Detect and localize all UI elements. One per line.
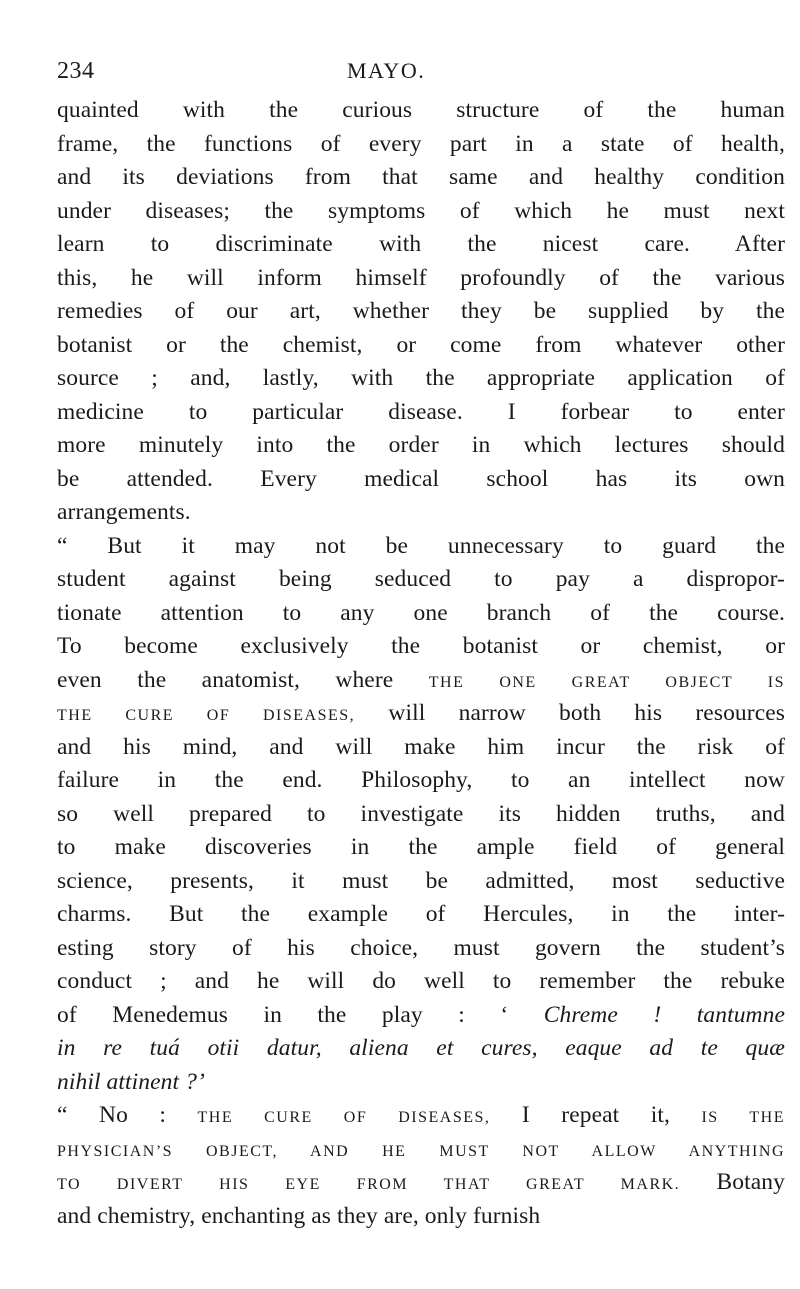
- text-line: [57, 530, 785, 564]
- text-line: [57, 965, 785, 999]
- line-text: conduct ; and he will do well to remember the rebuke: [57, 968, 785, 994]
- line-text: quainted with the curious structure of the human: [57, 97, 785, 123]
- text-line: [57, 1166, 785, 1200]
- text-line: [57, 563, 785, 597]
- text-line: [57, 597, 785, 631]
- line-text: source ; and, lastly, with the appropriate application of: [57, 365, 785, 391]
- small-caps-text: IS THE: [701, 1109, 785, 1126]
- line-text: will narrow both his resources: [355, 700, 785, 726]
- text-line: [57, 262, 785, 296]
- text-line: [57, 396, 785, 430]
- line-text: more minutely into the order in which lectures should: [57, 432, 785, 458]
- text-line: [57, 630, 785, 664]
- text-line: [57, 429, 785, 463]
- text-line: [57, 764, 785, 798]
- line-text: even the anatomist, where: [57, 666, 429, 693]
- text-line: [57, 697, 785, 731]
- text-line: [57, 329, 785, 363]
- small-caps-text: THE CURE OF DISEASES,: [57, 707, 356, 724]
- text-line: [57, 463, 785, 497]
- line-text: arrangements.: [57, 499, 191, 525]
- line-text: Botany: [680, 1169, 785, 1195]
- text-line: [57, 295, 785, 329]
- line-text: student against being seduced to pay a dispropor-: [57, 566, 785, 592]
- line-text: be attended. Every medical school has its own: [57, 465, 785, 492]
- line-text: “ But it may not be unnecessary to guard the: [57, 532, 785, 559]
- text-line: [57, 195, 785, 229]
- text-line: [57, 865, 785, 899]
- line-text: learn to discriminate with the nicest care. After: [57, 231, 785, 257]
- running-title: MAYO.: [347, 58, 426, 83]
- italic-text: nihil attinent ?’: [57, 1068, 205, 1095]
- small-caps-text: TO DIVERT HIS EYE FROM THAT GREAT MARK.: [57, 1176, 681, 1193]
- text-line: [57, 1200, 785, 1234]
- line-text: science, presents, it must be admitted, most seductive: [57, 867, 785, 894]
- text-line: [57, 731, 785, 765]
- italic-text: in re tuá otii datur, aliena et cures, eaque ad te quæ: [57, 1035, 785, 1061]
- line-text: tionate attention to any one branch of the course.: [57, 599, 785, 626]
- book-page: [57, 58, 785, 1233]
- text-line: [57, 161, 785, 195]
- line-text: under diseases; the symptoms of which he must next: [57, 197, 785, 224]
- text-line: [57, 362, 785, 396]
- text-line: [57, 1099, 785, 1133]
- small-caps-text: PHYSICIAN’S OBJECT, AND HE MUST NOT ALLOW ANYTHING: [57, 1142, 785, 1160]
- line-text: to make discoveries in the ample field of general: [57, 834, 785, 860]
- running-head: [57, 58, 785, 94]
- text-line: [57, 128, 785, 162]
- line-text: and his mind, and will make him incur the risk of: [57, 733, 785, 760]
- line-text: and its deviations from that same and healthy condition: [57, 164, 785, 190]
- small-caps-text: THE CURE OF DISEASES,: [197, 1109, 491, 1126]
- text-line: [57, 1133, 785, 1167]
- text-line: [57, 664, 785, 698]
- text-line: [57, 1066, 785, 1100]
- line-text: failure in the end. Philosophy, to an intellect now: [57, 767, 785, 793]
- text-line: [57, 999, 785, 1033]
- italic-text: Chreme ! tantumne: [543, 1001, 786, 1028]
- line-text: and chemistry, enchanting as they are, only furnish: [57, 1202, 541, 1229]
- line-text: charms. But the example of Hercules, in the inter-: [57, 901, 785, 927]
- small-caps-text: THE ONE GREAT OBJECT IS: [428, 673, 785, 691]
- line-text: medicine to particular disease. I forbear to enter: [57, 398, 785, 425]
- body-text: [57, 94, 785, 1233]
- text-line: [57, 1032, 785, 1066]
- line-text: frame, the functions of every part in a state of health,: [57, 130, 785, 157]
- line-text: I repeat it,: [490, 1102, 702, 1128]
- page-number: 234: [57, 58, 95, 84]
- text-line: [57, 496, 785, 530]
- line-text: “ No :: [57, 1102, 198, 1128]
- text-line: [57, 798, 785, 832]
- text-line: [57, 94, 785, 128]
- text-line: [57, 932, 785, 966]
- line-text: esting story of his choice, must govern the student’s: [57, 934, 785, 961]
- text-line: [57, 831, 785, 865]
- line-text: this, he will inform himself profoundly of the various: [57, 264, 785, 291]
- line-text: so well prepared to investigate its hidden truths, and: [57, 800, 785, 827]
- line-text: of Menedemus in the play : ‘: [57, 1001, 544, 1028]
- text-line: [57, 898, 785, 932]
- line-text: remedies of our art, whether they be supplied by the: [57, 298, 785, 324]
- text-line: [57, 228, 785, 262]
- line-text: botanist or the chemist, or come from whatever other: [57, 331, 785, 358]
- line-text: To become exclusively the botanist or chemist, or: [57, 633, 785, 659]
